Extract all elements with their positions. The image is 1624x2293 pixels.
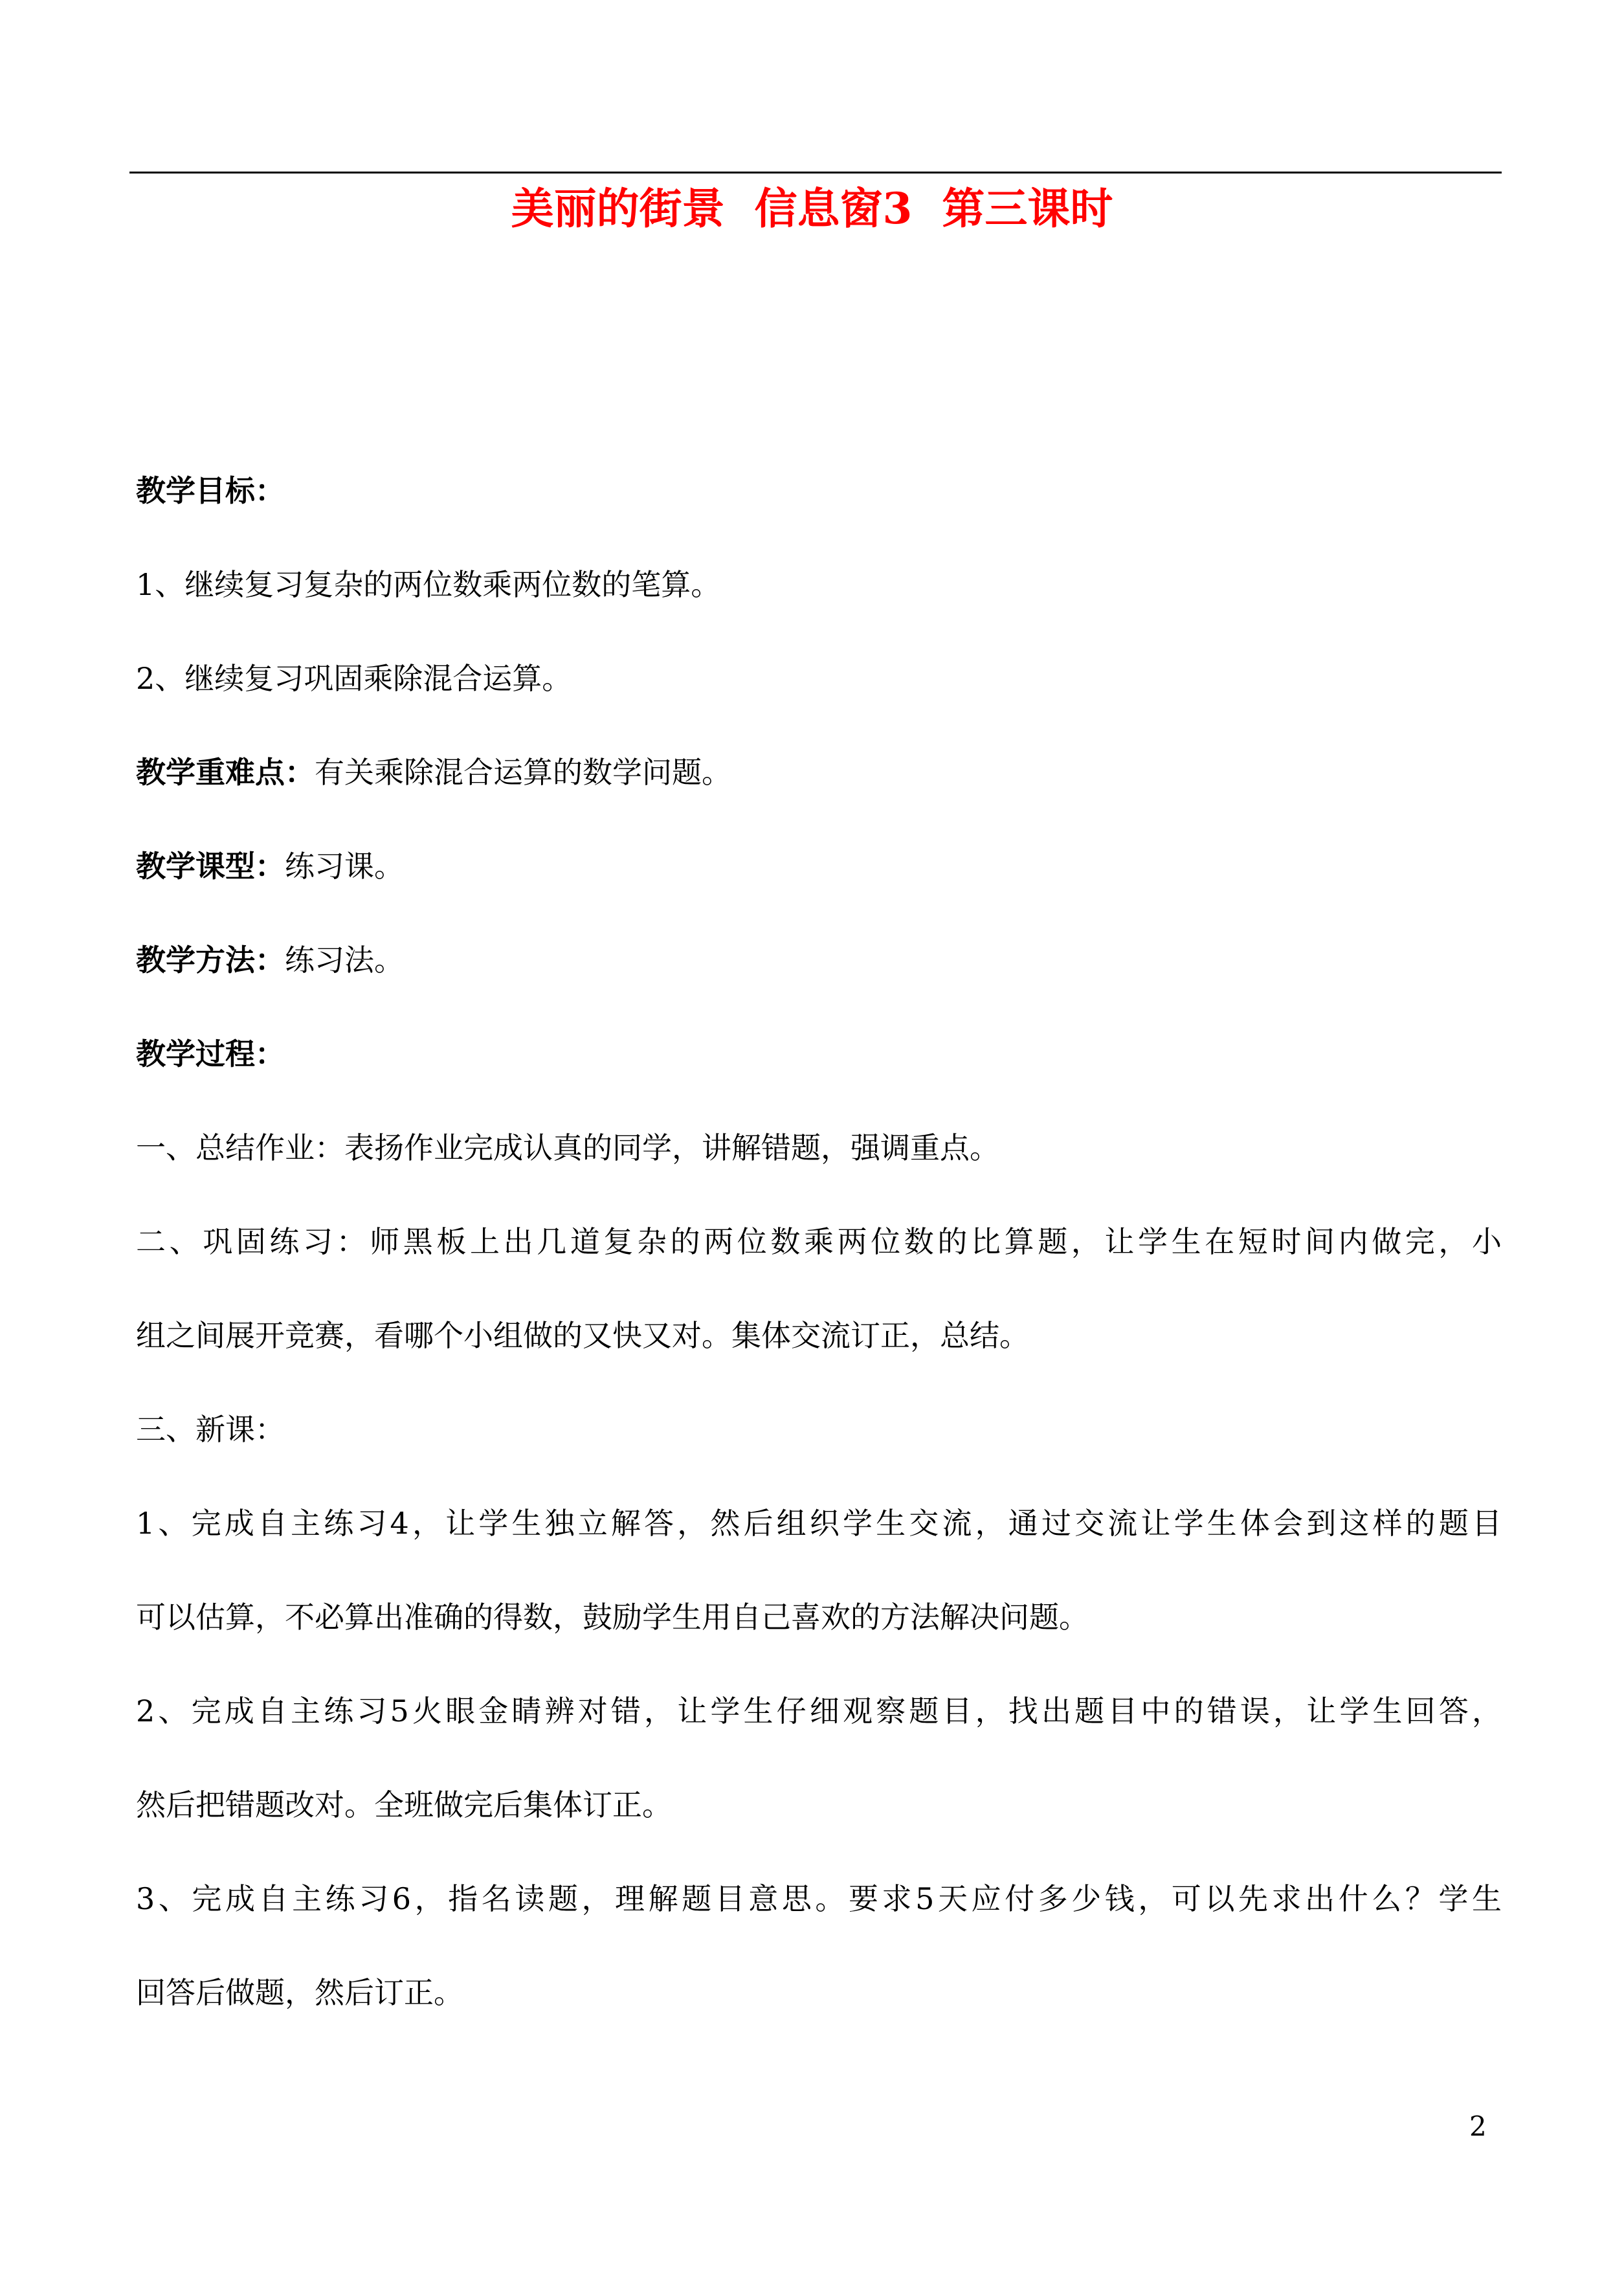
process-step-1-text: 一、总结作业：表扬作业完成认真的同学，讲解错题，强调重点。 [136, 1130, 999, 1165]
objective-2-text: 2、继续复习巩固乘除混合运算。 [136, 661, 572, 696]
key-points-line [136, 753, 731, 792]
exercise-3-text-2: 回答后做题，然后订正。 [136, 1975, 463, 2010]
exercise-3-line-2 [136, 1973, 463, 2012]
new-lesson-heading [136, 1410, 285, 1449]
exercise-2-text-1: 2、完成自主练习5火眼金睛辨对错，让学生仔细观察题目，找出题目中的错误，让学生回答， [136, 1694, 1502, 1728]
objectives-heading-line [136, 471, 285, 510]
process-step-2-text-2: 组之间展开竞赛，看哪个小组做的又快又对。集体交流订正，总结。 [136, 1318, 1029, 1353]
exercise-1-line-1 [136, 1504, 1502, 1543]
key-points-label: 教学重难点： [136, 755, 315, 790]
process-heading: 教学过程： [136, 1036, 285, 1071]
lesson-type-text: 练习课。 [285, 849, 404, 884]
process-step-1 [136, 1128, 999, 1167]
method-line [136, 941, 404, 979]
lesson-type-label: 教学课型： [136, 849, 285, 884]
process-step-2-line-1 [136, 1222, 1502, 1261]
exercise-2-text-2: 然后把错题改对。全班做完后集体订正。 [136, 1787, 672, 1822]
process-step-2-text-1: 二、巩固练习：师黑板上出几道复杂的两位数乘两位数的比算题，让学生在短时间内做完，小 [136, 1224, 1502, 1259]
objectives-heading: 教学目标： [136, 473, 285, 508]
process-step-2-line-2 [136, 1316, 1029, 1355]
new-lesson-heading-text: 三、新课： [136, 1412, 285, 1447]
exercise-1-text-1: 1、完成自主练习4，让学生独立解答，然后组织学生交流，通过交流让学生体会到这样的题目 [136, 1506, 1502, 1541]
lesson-type-line [136, 847, 404, 886]
document-title: 美丽的街景 信息窗3 第三课时 [511, 183, 1113, 234]
method-label: 教学方法： [136, 943, 285, 978]
exercise-1-text-2: 可以估算，不必算出准确的得数，鼓励学生用自己喜欢的方法解决问题。 [136, 1600, 1089, 1635]
key-points-text: 有关乘除混合运算的数学问题。 [315, 755, 731, 790]
exercise-2-line-1 [136, 1692, 1502, 1730]
exercise-1-line-2 [136, 1598, 1089, 1637]
objective-2 [136, 659, 572, 698]
objective-1-text: 1、继续复习复杂的两位数乘两位数的笔算。 [136, 567, 721, 602]
page-number: 2 [1469, 2110, 1487, 2142]
method-text: 练习法。 [285, 943, 404, 978]
header-rule [129, 172, 1502, 173]
objective-1 [136, 565, 720, 604]
exercise-3-text-1: 3、完成自主练习6，指名读题，理解题目意思。要求5天应付多少钱，可以先求出什么？学生 [136, 1881, 1502, 1916]
process-heading-line [136, 1035, 285, 1073]
exercise-3-line-1 [136, 1879, 1502, 1918]
exercise-2-line-2 [136, 1785, 672, 1824]
